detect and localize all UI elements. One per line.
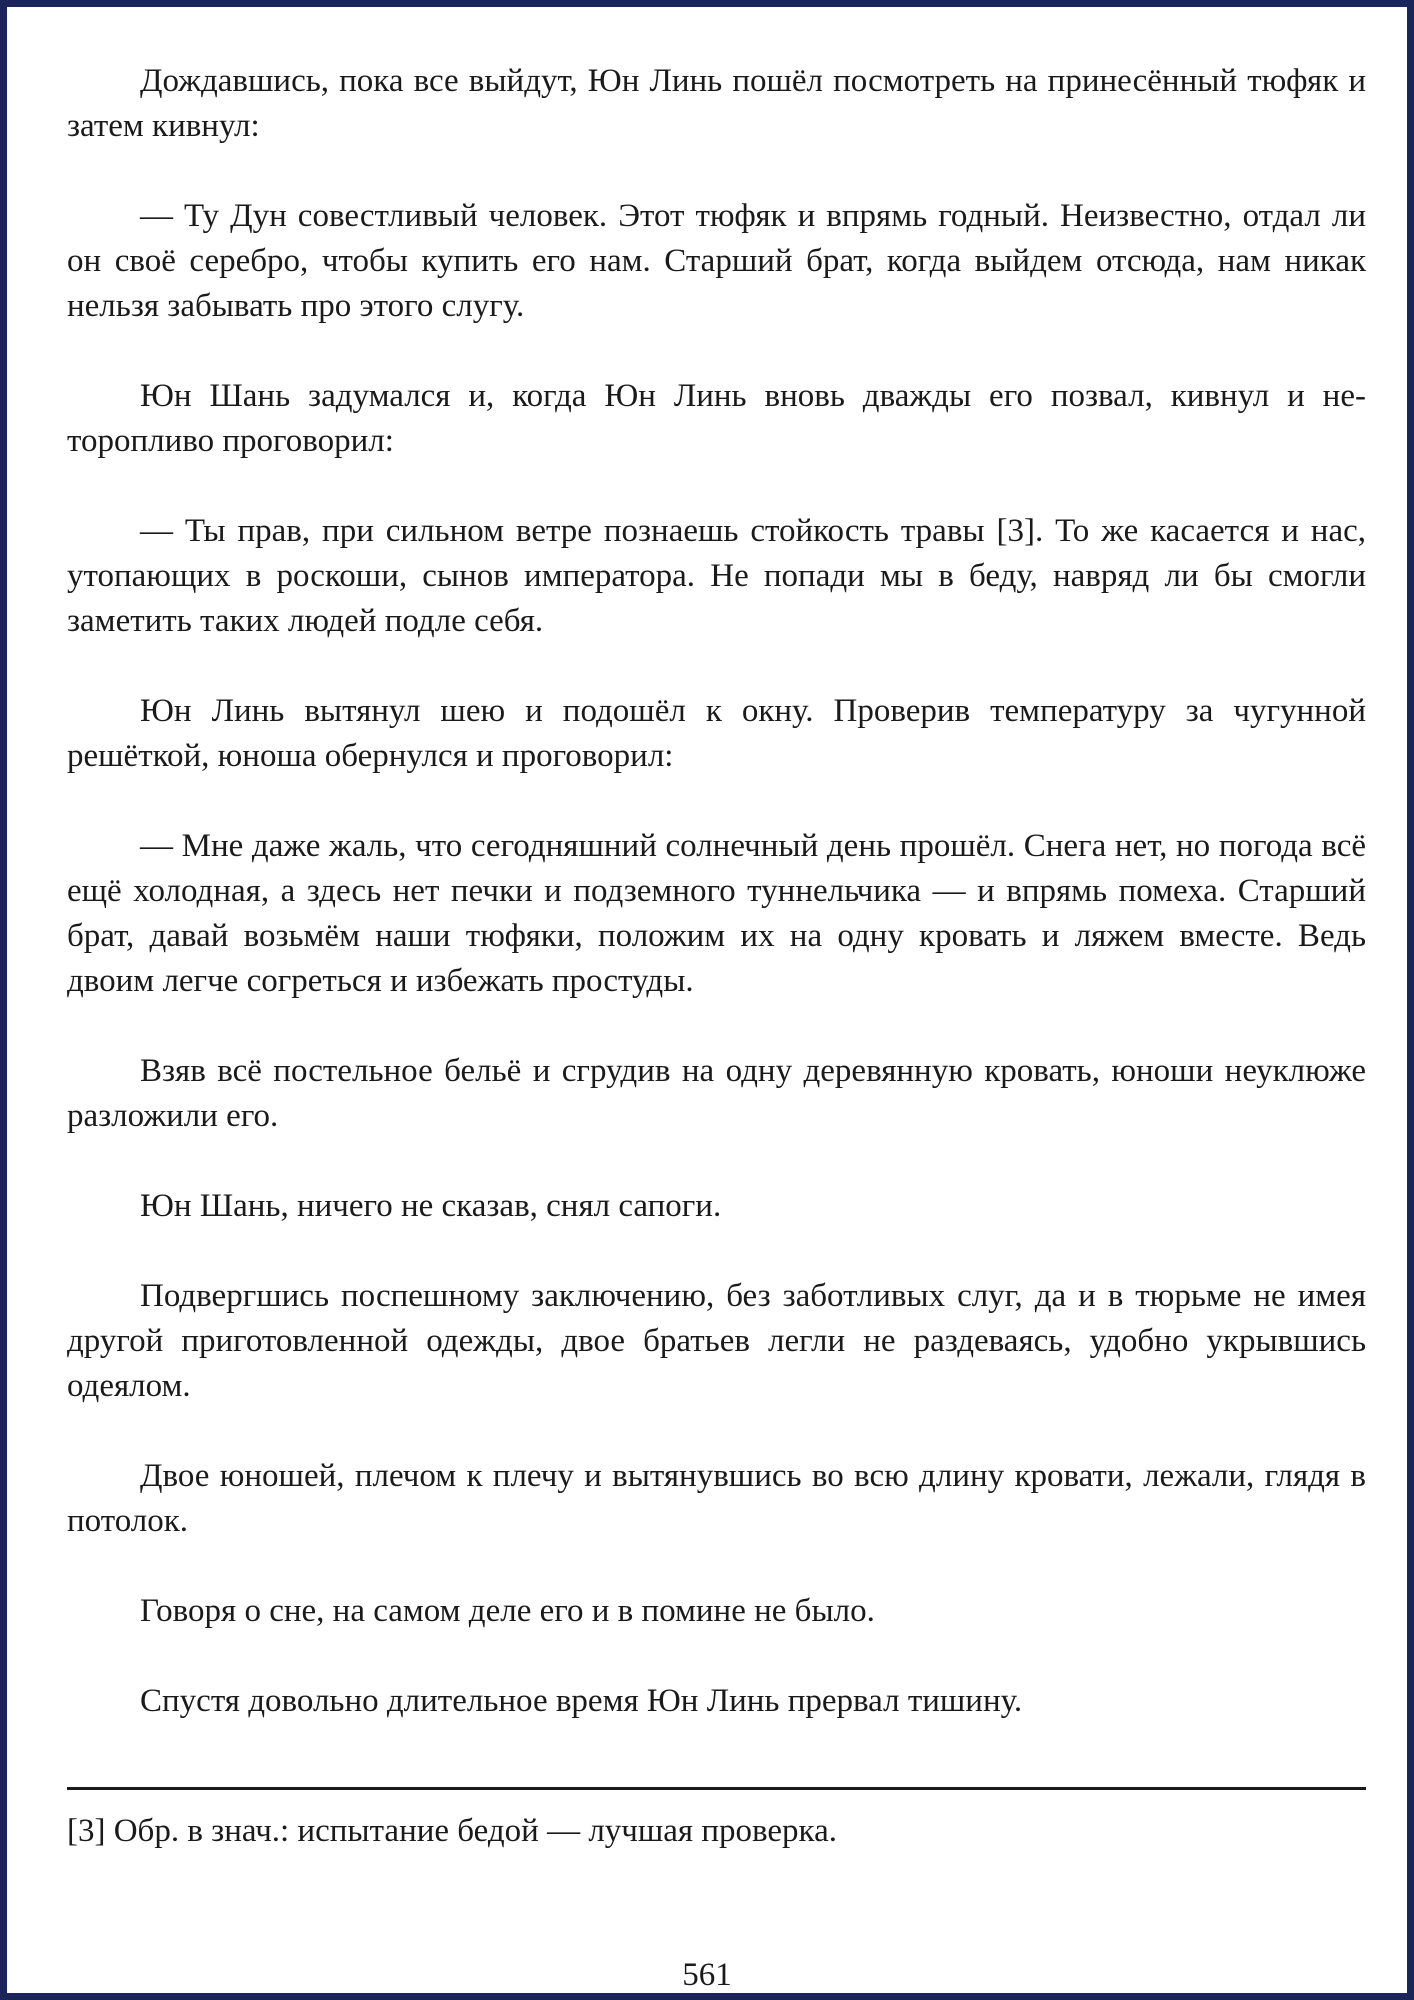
paragraph-11: Говоря о сне, на самом деле его и в помине не было. (140, 1593, 875, 1629)
paragraph-5: Юн Линь вытянул шею и подошёл к окну. Проверив температуру за чугунной решёткой, юноша обернулся и проговорил: (67, 693, 1366, 774)
page-body (67, 59, 1366, 1769)
paragraph-2: — Ту Дун совестливый человек. Этот тюфяк и впрямь годный. Неизвестно, отдал ли он своё серебро, чтобы купить его нам. Старший брат, когда выйдем отсюда, нам никак нельзя забывать про этого слугу. (67, 198, 1366, 324)
paragraph-6: — Мне даже жаль, что сегодняшний солнечный день прошёл. Снега нет, но погода всё ещё холодная, а здесь нет печки и подземного туннельчика — и впрямь помеха. Старший брат, давай возьмём наши тюфяки, положим их на одну кровать и ляжем вместе. Ведь двоим легче согреться и избежать простуды. (67, 828, 1366, 999)
paragraph-4: — Ты прав, при сильном ветре познаешь стойкость травы [3]. То же касается и нас, утопающих в роскоши, сынов императора. Не попади мы в беду, навряд ли бы смогли заметить таких людей подле себя. (67, 513, 1366, 639)
paragraph-1: Дождавшись, пока все выйдут, Юн Линь пошёл посмотреть на принесённый тюфяк и затем кивнул: (67, 63, 1366, 144)
paragraph-7: Взяв всё постельное бельё и сгрудив на одну деревянную кровать, юноши неуклюже разложили его. (67, 1053, 1366, 1134)
footnote: [3] Обр. в знач.: испытание бедой — лучшая проверка. (67, 1813, 837, 1849)
paragraph-10: Двое юношей, плечом к плечу и вытянувшись во всю длину кровати, лежали, глядя в потолок. (67, 1458, 1366, 1539)
paragraph-9: Подвергшись поспешному заключению, без заботливых слуг, да и в тюрьме не имея другой приготовленной одежды, двое братьев легли не раздеваясь, удобно укрывшись одеялом. (67, 1278, 1366, 1404)
paragraph-12: Спустя довольно длительное время Юн Линь прервал тишину. (140, 1683, 1023, 1719)
paragraph-8: Юн Шань, ничего не сказав, снял сапоги. (140, 1188, 722, 1224)
footnote-divider (67, 1787, 1366, 1790)
page-number: 561 (682, 1957, 732, 1993)
paragraph-3: Юн Шань задумался и, когда Юн Линь вновь дважды его позвал, кивнул и неторопливо проговорил: (67, 378, 1366, 459)
